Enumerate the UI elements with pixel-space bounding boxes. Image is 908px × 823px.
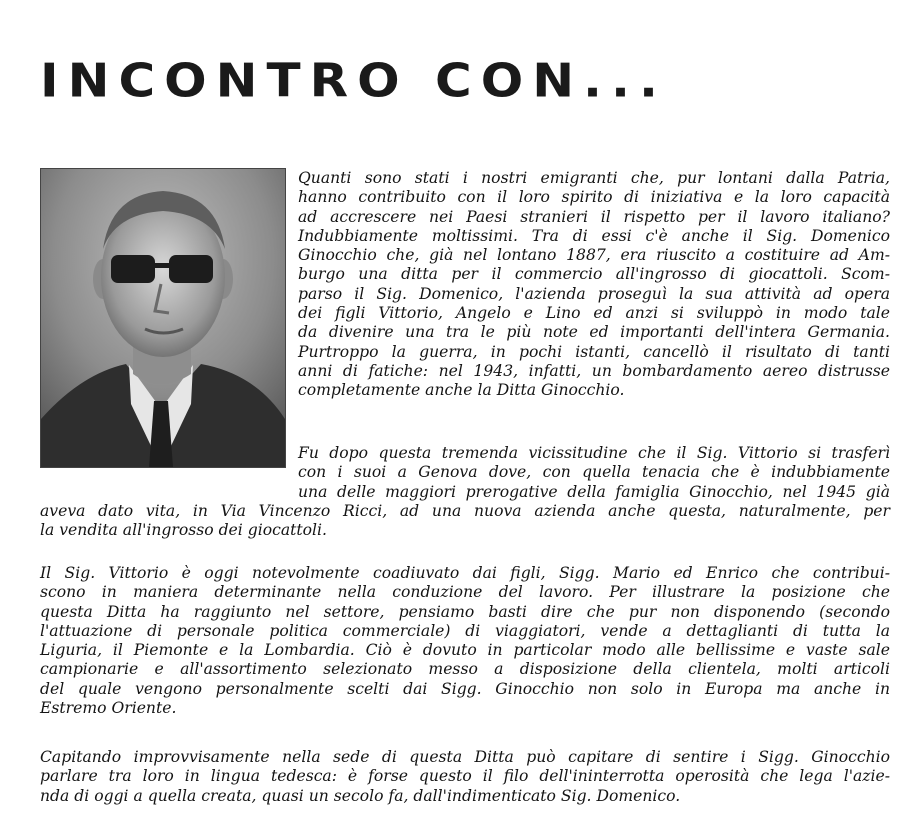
text-line: Fu dopo questa tremenda vicissitudine che il Sig. Vittorio si trasferì [298,444,890,462]
text-line: Il Sig. Vittorio è oggi notevolmente coadiuvato dai figli, Sigg. Mario ed Enrico che contribui- [40,564,890,582]
text-line: la vendita all'ingrosso dei giocattoli. [40,521,327,540]
text-line: dei figli Vittorio, Angelo e Lino ed anzi si sviluppò in modo tale [298,304,890,323]
text-line: Purtroppo la guerra, in pochi istanti, cancellò il risultato di tanti [298,342,890,361]
text-line: anni di fatiche: nel 1943, infatti, un bombardamento aereo distrusse [298,361,890,380]
text-line: parso il Sig. Domenico, l'azienda proseguì la sua attività ad opera [298,284,890,303]
genova-paragraph [40,444,890,540]
text-line: parlare tra loro in lingua tedesca: è forse questo il filo dell'ininterrotta operosità che lega l'azie- [40,767,890,786]
portrait-photo [40,168,286,468]
text-line: scono in maniera determinante nella conduzione del lavoro. Per illustrare la posizione che [40,583,890,602]
text-line: una delle maggiori prerogative della famiglia Ginocchio, nel 1945 già [298,482,890,501]
portrait-photo-icon [41,169,285,467]
business-paragraph [40,564,890,718]
text-line: aveva dato vita, in Via Vincenzo Ricci, ad una nuova azienda anche questa, naturalmente, per [40,501,890,520]
text-line: con i suoi a Genova dove, con quella tenacia che è indubbiamente [298,463,890,482]
text-line: Quanti sono stati i nostri emigranti che, pur lontani dalla Patria, [298,169,890,187]
text-line: da divenire una tra le più note ed importanti dell'intera Germania. [298,323,890,342]
text-line: Capitando improvvisamente nella sede di questa Ditta può capitare di sentire i Sigg. Ginocchio [40,748,890,766]
text-line: hanno contribuito con il loro spirito di iniziativa e la loro capacità [298,188,890,207]
page-title: INCONTRO CON... [40,54,668,108]
text-line: completamente anche la Ditta Ginocchio. [298,381,625,400]
text-line: Liguria, il Piemonte e la Lombardia. Ciò è dovuto in particolar modo alle bellissime e vaste sale [40,641,890,660]
text-line: burgo una ditta per il commercio all'ingrosso di giocattoli. Scom- [298,265,890,284]
closing-paragraph [40,748,890,806]
text-line: l'attuazione di personale politica commerciale) di viaggiatori, vende a dettaglianti di tutta la [40,621,890,640]
intro-paragraph [298,169,890,401]
text-line: Ginocchio che, già nel lontano 1887, era riuscito a costituire ad Am- [298,246,890,265]
text-line: del quale vengono personalmente scelti dai Sigg. Ginocchio non solo in Europa ma anche in [40,679,890,698]
text-line: Indubbiamente moltissimi. Tra di essi c'è anche il Sig. Domenico [298,226,890,245]
text-line: ad accrescere nei Paesi stranieri il rispetto per il lavoro italiano? [298,207,890,226]
text-line: campionarie e all'assortimento selezionato messo a disposizione della clientela, molti articoli [40,660,890,679]
text-line: Estremo Oriente. [40,699,177,718]
text-line: questa Ditta ha raggiunto nel settore, pensiamo basti dire che pur non disponendo (secondo [40,602,890,621]
text-line: nda di oggi a quella creata, quasi un secolo fa, dall'indimenticato Sig. Domenico. [40,786,681,805]
